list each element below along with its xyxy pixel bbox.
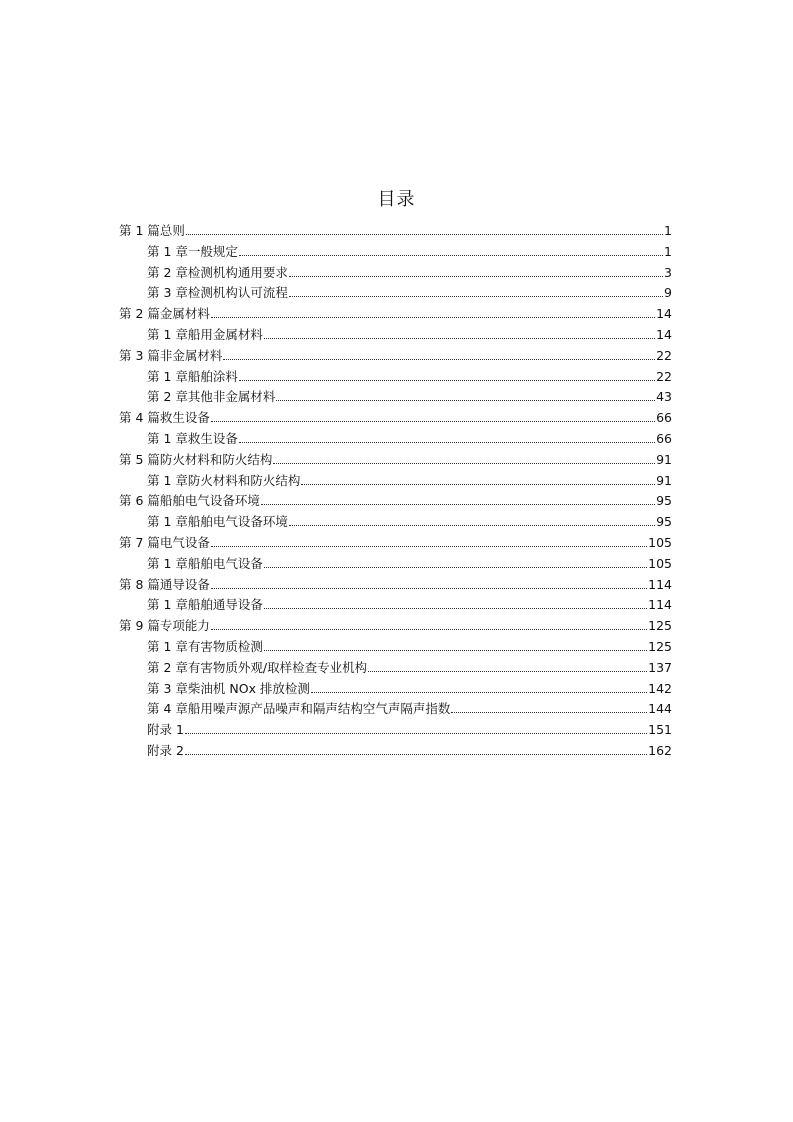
toc-entry[interactable] [119,346,672,367]
toc-entry-page: 137 [648,659,672,675]
toc-entry[interactable] [119,720,672,741]
toc-leader-dots [264,608,647,609]
toc-entry-label: 第 2 章有害物质外观/取样检查专业机构 [147,659,368,675]
toc-leader-dots [261,504,655,505]
toc-entry-label: 第 3 篇非金属材料 [119,347,223,363]
toc-entry-label: 第 1 章船舶涂料 [147,368,238,384]
toc-leader-dots [211,629,647,630]
toc-entry[interactable] [119,408,672,429]
toc-entry[interactable] [119,429,672,450]
toc-leader-dots [264,338,655,339]
toc-entry[interactable] [119,699,672,720]
toc-entry-page: 66 [656,410,672,426]
toc-entry-page: 1 [664,223,672,238]
toc-leader-dots [211,546,647,547]
toc-entry[interactable] [119,387,672,408]
toc-entry-page: 22 [656,368,672,384]
toc-leader-dots [211,588,647,589]
toc-leader-dots [211,317,655,318]
toc-leader-dots [239,442,655,443]
toc-leader-dots [301,484,655,485]
toc-entry[interactable] [119,512,672,533]
toc-entry-page: 91 [656,472,672,488]
toc-entry-label: 附录 1 [147,722,184,738]
toc-entry-label: 第 1 章船舶电气设备环境 [147,514,288,530]
toc-entry-label: 第 1 篇总则 [119,223,185,238]
toc-leader-dots [239,380,655,381]
toc-entry-label: 第 1 章船舶电气设备 [147,555,263,571]
toc-entry-page: 14 [656,306,672,322]
toc-entry-page: 14 [656,326,672,342]
toc-entry[interactable] [119,637,672,658]
toc-leader-dots [264,567,647,568]
toc-entry-label: 第 2 章检测机构通用要求 [147,264,288,280]
toc-entry-page: 91 [656,451,672,467]
toc-leader-dots [185,733,647,734]
toc-entry[interactable] [119,471,672,492]
toc-entry-label: 第 6 篇船舶电气设备环境 [119,493,260,509]
toc-leader-dots [276,400,655,401]
toc-entry[interactable] [119,595,672,616]
toc-leader-dots [368,671,647,672]
toc-entry[interactable] [119,367,672,388]
toc-leader-dots [273,463,655,464]
toc-entry-page: 144 [648,701,672,717]
toc-entry[interactable] [119,304,672,325]
toc-entry[interactable] [119,242,672,263]
toc-entry-page: 142 [648,680,672,696]
toc-entry-page: 151 [648,722,672,738]
toc-entry[interactable] [119,554,672,575]
toc-entry[interactable] [119,450,672,471]
toc-leader-dots [289,525,655,526]
toc-entry-page: 66 [656,430,672,446]
toc-entry-label: 第 1 章一般规定 [147,243,238,259]
toc-entry-label: 第 7 篇电气设备 [119,534,210,550]
toc-entry-label: 第 2 篇金属材料 [119,306,210,322]
toc-entry[interactable] [119,575,672,596]
toc-entry[interactable] [119,658,672,679]
toc-entry-page: 1 [664,243,672,259]
toc-leader-dots [211,421,655,422]
toc-entry-label: 附录 2 [147,742,184,758]
toc-entry[interactable] [119,533,672,554]
toc-entry-page: 105 [648,534,672,550]
toc-leader-dots [186,234,663,235]
toc-entry-page: 95 [656,493,672,509]
toc-entry[interactable] [119,221,672,242]
toc-entry-label: 第 4 章船用噪声源产品噪声和隔声结构空气声隔声指数 [147,701,451,717]
toc-entry-page: 9 [664,285,672,301]
toc-entry-label: 第 3 章检测机构认可流程 [147,285,288,301]
toc-entry[interactable] [119,616,672,637]
toc-leader-dots [289,296,663,297]
page-title: 目录 [377,189,416,210]
toc-entry[interactable] [119,325,672,346]
toc-entry[interactable] [119,283,672,304]
toc-entry-label: 第 2 章其他非金属材料 [147,389,276,405]
toc-entry-label: 第 8 篇通导设备 [119,576,210,592]
toc-entry-page: 125 [648,618,672,634]
toc-entry-label: 第 4 篇救生设备 [119,410,210,426]
toc-leader-dots [185,754,647,755]
toc-leader-dots [289,276,663,277]
table-of-contents [119,221,672,762]
toc-entry-page: 114 [648,597,672,613]
toc-leader-dots [264,650,647,651]
toc-entry-page: 114 [648,576,672,592]
toc-leader-dots [223,359,655,360]
toc-entry[interactable] [119,263,672,284]
toc-entry-page: 95 [656,514,672,530]
toc-entry-page: 105 [648,555,672,571]
toc-entry-page: 22 [656,347,672,363]
toc-entry-label: 第 9 篇专项能力 [119,618,210,634]
toc-entry-label: 第 1 章防火材料和防火结构 [147,472,301,488]
toc-entry[interactable] [119,679,672,700]
toc-entry[interactable] [119,491,672,512]
toc-entry-label: 第 1 章有害物质检测 [147,638,263,654]
toc-entry-page: 3 [664,264,672,280]
toc-entry-page: 125 [648,638,672,654]
toc-entry-label: 第 1 章船用金属材料 [147,326,263,342]
toc-entry-label: 第 1 章船舶通导设备 [147,597,263,613]
toc-leader-dots [239,255,663,256]
toc-leader-dots [451,712,647,713]
toc-entry[interactable] [119,741,672,762]
toc-entry-label: 第 1 章救生设备 [147,430,238,446]
toc-entry-label: 第 5 篇防火材料和防火结构 [119,451,273,467]
toc-entry-label: 第 3 章柴油机 NOx 排放检测 [147,680,310,696]
toc-leader-dots [311,692,647,693]
toc-entry-page: 162 [648,742,672,758]
toc-entry-page: 43 [656,389,672,405]
